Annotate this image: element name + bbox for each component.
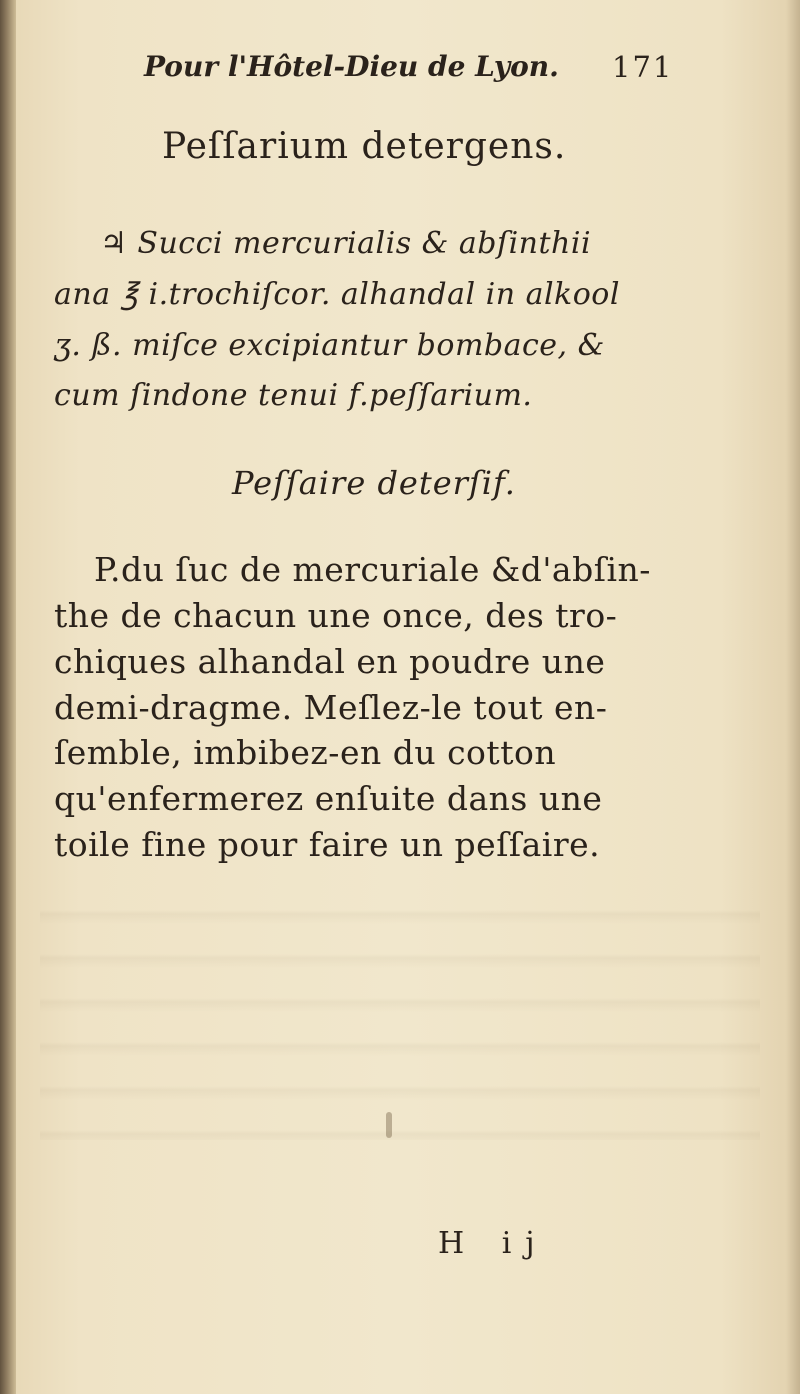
signature-mark: H ij bbox=[438, 1226, 549, 1261]
french-recipe-line: P.du ſuc de mercuriale &d'abſin- bbox=[94, 550, 651, 589]
french-recipe-line: qu'enfermerez enſuite dans une bbox=[54, 779, 603, 818]
running-head: Pour l'Hôtel-Dieu de Lyon. bbox=[144, 50, 559, 83]
page-edge bbox=[786, 0, 800, 1394]
ink-smudge bbox=[386, 1112, 392, 1138]
show-through-text bbox=[40, 880, 760, 1140]
page-number: 171 bbox=[612, 50, 674, 84]
french-recipe-line: chiques alhandal en poudre une bbox=[54, 642, 606, 681]
french-recipe-line: toile fine pour faire un peſſaire. bbox=[54, 825, 601, 864]
french-recipe-heading: Peſſaire deterſif. bbox=[232, 464, 516, 502]
latin-recipe-line: ♃ Succi mercurialis & abſinthii bbox=[100, 226, 592, 261]
french-recipe-line: ſemble, imbibez-en du cotton bbox=[54, 733, 557, 772]
latin-recipe-line: ʒ. ß. miſce excipiantur bombace, & bbox=[54, 328, 605, 363]
french-recipe-line: the de chacun une once, des tro- bbox=[54, 596, 618, 635]
latin-recipe-line: cum ſindone tenui f.peſſarium. bbox=[54, 378, 533, 413]
latin-recipe-line: ana ℥ i.trochiſcor. alhandal in alkool bbox=[54, 277, 620, 312]
latin-recipe-heading: Peſſarium detergens. bbox=[162, 126, 567, 167]
binding-shadow bbox=[0, 0, 16, 1394]
french-recipe-line: demi-dragme. Meſlez-le tout en- bbox=[54, 688, 608, 727]
